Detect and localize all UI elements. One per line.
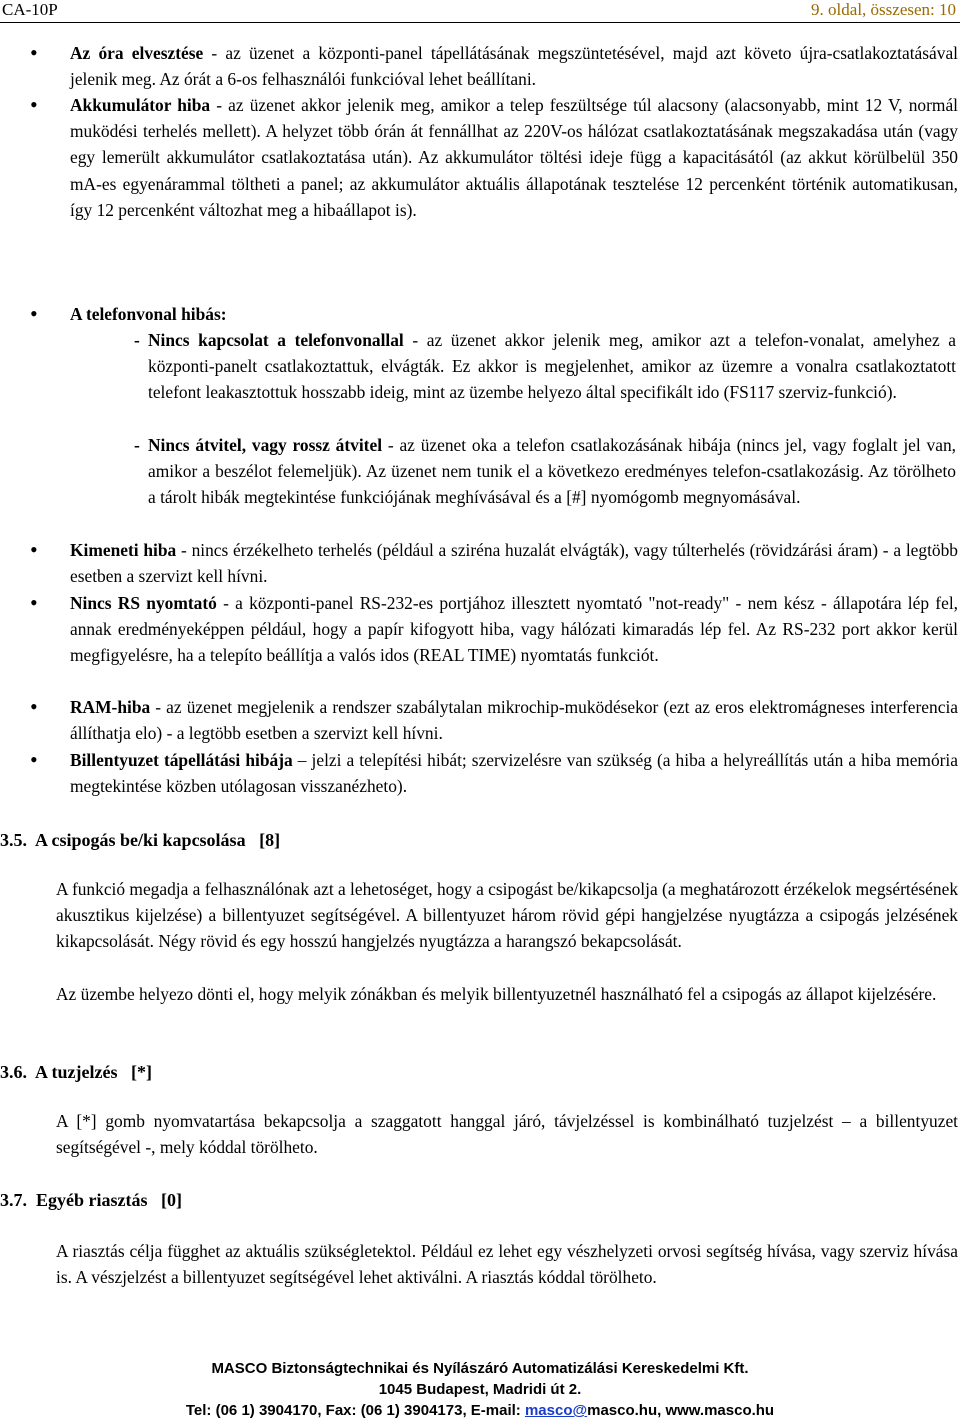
section-heading (0, 828, 280, 852)
item-term: RAM-hiba (70, 697, 151, 717)
footer-contact (0, 1400, 960, 1421)
section-title: A csipogás be/ki kapcsolása (35, 830, 246, 850)
list-item (70, 92, 958, 223)
section-heading (0, 1060, 152, 1084)
sub-list-item (134, 432, 957, 511)
page-indicator: 9. oldal, összesen: 10 (811, 0, 956, 19)
section-key: [0] (161, 1190, 182, 1210)
sub-list-item (134, 327, 957, 406)
section-key: [*] (130, 1062, 152, 1082)
item-text: - az üzenet a központi-panel tápellátásának megszüntetésével, majd azt követo újra-csatlakoztatásával jelenik meg. Az órát a 6-os felhasználói funkcióval lehet beállítani. (70, 43, 959, 90)
list-item (70, 590, 958, 669)
section-title: Egyéb riasztás (36, 1190, 148, 1210)
item-text: - az üzenet megjelenik a rendszer szabálytalan mikrochip-muködésekor (ezt az eros elektromágneses interferencia állíthatja elo) - a legtöbb esetben a szervizt kell hívni. (70, 697, 958, 744)
footer-company: MASCO Biztonságtechnikai és Nyílászáró Automatizálási Kereskedelmi Kft. (211, 1360, 749, 1377)
dash-marker: - (134, 330, 140, 350)
list-item (70, 537, 958, 589)
item-term: Akkumulátor hiba (70, 95, 211, 115)
paragraph: A riasztás célja függhet az aktuális szükségletektol. Például ez lehet egy vészhelyzeti orvosi segítség hívása, vagy szerviz hívása is. A vészjelzést a billentyuzet segítségével lehet aktiválni. A riasztás kóddal törölheto. (56, 1241, 958, 1288)
section-number: 3.6. (0, 1062, 27, 1082)
section-heading (0, 1188, 182, 1212)
footer-address: 1045 Budapest, Madridi út 2. (378, 1381, 582, 1398)
document-id: CA-10P (2, 0, 58, 19)
paragraph: Az üzembe helyezo dönti el, hogy melyik zónákban és melyik billentyuzetnél használható fel a csipogás az állapot kijelzésére. (56, 984, 937, 1004)
item-term: Kimeneti hiba (70, 540, 177, 560)
item-term: Nincs RS nyomtató (70, 593, 217, 613)
item-term: Nincs átvitel, vagy rossz átvitel (148, 435, 383, 455)
item-term: Az óra elvesztése (70, 43, 204, 63)
section-number: 3.7. (0, 1190, 27, 1210)
section-title: A tuzjelzés (35, 1062, 118, 1082)
item-term: Nincs kapcsolat a telefonvonallal (148, 330, 404, 350)
list-item (70, 40, 958, 92)
list-item (70, 301, 958, 327)
section-number: 3.5. (0, 830, 27, 850)
item-term: Billentyuzet tápellátási hibája (70, 750, 293, 770)
footer-contact-suffix: masco.hu, www.masco.hu (587, 1402, 775, 1419)
page-footer (0, 1358, 960, 1421)
page-header (0, 0, 960, 23)
list-item (70, 747, 958, 799)
dash-marker: - (134, 435, 140, 455)
item-text: - a központi-panel RS-232-es portjához illesztett nyomtató "not-ready" - nem kész - állapotára lép fel, annak eredményeképpen például, hogy a papír kifogyott hiba, vagy hálózati kimaradás lép fel. Az RS-232 port akkor kerül megfigyelésre, ha a telepíto beállítja a valós idos (REAL TIME) nyomtatás funkciót. (70, 593, 958, 666)
item-text: - az üzenet akkor jelenik meg, amikor azt a telefon-vonalat, amelyhez a központi-panelt csatlakoztattuk, elvágták. Ez akkor is megjelenhet, amikor az üzemre a vonalra csatlakoztatott telefont leakasztottuk hosszabb ideig, mint az üzembe helyezo által specifikált ido (FS117 szerviz-funkció). (148, 330, 957, 403)
item-term: A telefonvonal hibás: (70, 304, 227, 324)
paragraph: A funkció megadja a felhasználónak azt a lehetoséget, hogy a csipogást be/kikapcsolja (a meghatározott érzékelok megsértésének akusztikus kijelzése) a billentyuzet segítségével. A billentyuzet három rövid gépi hangjelzése nyugtázza a csipogás jelzésének kikapcsolását. Négy rövid és egy hosszú hangjelzés nyugtázza a harangszó bekapcsolását. (56, 879, 959, 952)
footer-contact-prefix: Tel: (06 1) 3904170, Fax: (06 1) 3904173, E-mail: (185, 1402, 525, 1419)
paragraph: A [*] gomb nyomvatartása bekapcsolja a szaggatott hanggal járó, távjelzéssel is kombinálható tuzjelzést – a billentyuzet segítségével -, mely kóddal törölheto. (56, 1111, 958, 1158)
item-text: - az üzenet oka a telefon csatlakozásának hibája (nincs jel, vagy foglalt jel van, amikor a beszélot felemeljük). Az üzenet nem tunik el a következo eredményes telefon-csatlakozásig. Az törölheto a tárolt hibák megtekintése funkciójának meghívásával és a [#] nyomógomb megnyomásával. (148, 435, 957, 508)
item-text: - nincs érzékelheto terhelés (például a sziréna huzalát elvágták), vagy túlterhelés (rövidzárási áram) - a legtöbb esetben a szervizt kell hívni. (70, 540, 958, 587)
item-text: – jelzi a telepítési hibát; szervizelésre van szükség (a hiba a helyreállítás után a hiba memória megtekintése közben utólagosan visszanézheto). (70, 750, 958, 797)
list-item (70, 694, 958, 746)
email-link[interactable]: masco@ (524, 1402, 588, 1419)
section-key: [8] (259, 830, 281, 850)
item-text: - az üzenet akkor jelenik meg, amikor a telep feszültsége túl alacsony (alacsonyabb, mint 12 V, normál muködési terhelés mellett). A helyzet több órán át fennállhat az 220V-os hálózat csatlakoztatásának megszakadása után (vagy egy lemerült akkumulátor csatlakoztatása után). Az akkumulátor töltési ideje függ a kapacitásától (az akkut körülbelül 350 mA-es egyenárammal töltheti a panel; az akkumulátor aktuális állapotának tesztelése 12 percenként történik automatikusan, így 12 percenként változhat meg a hibaállapot is). (70, 95, 958, 220)
